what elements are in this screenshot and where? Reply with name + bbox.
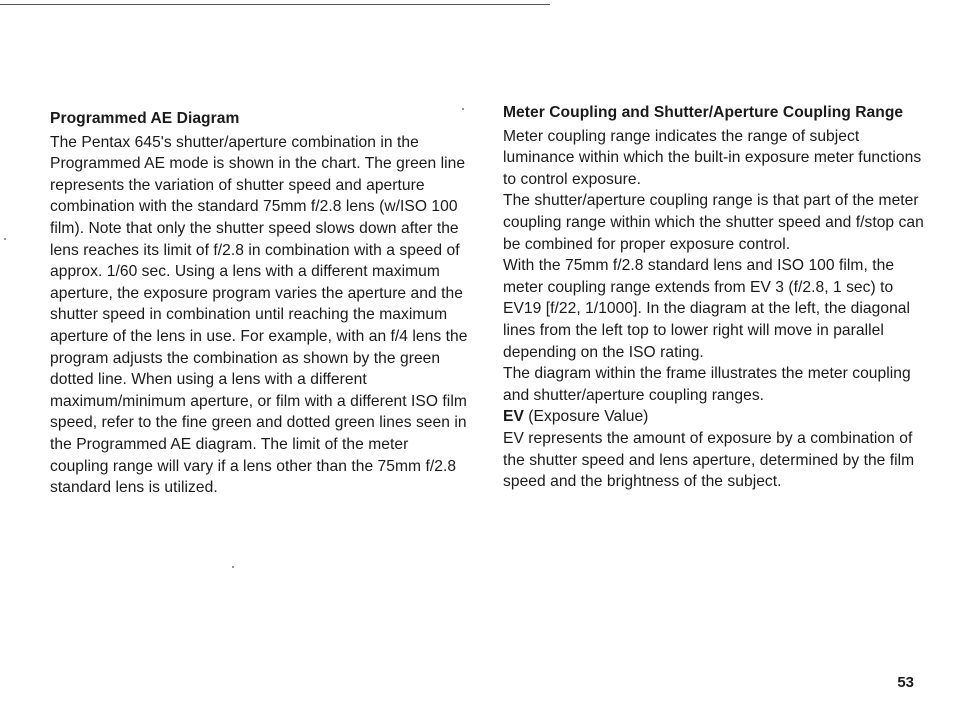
- meter-coupling-para-1: Meter coupling range indicates the range of subject luminance within which the built-in exposure meter functions to control exposure.: [503, 127, 922, 188]
- ev-definition-line: [503, 406, 928, 428]
- ev-explanation: EV represents the amount of exposure by a combination of the shutter speed and lens aperture, determined by the film speed and the brightness of the subject.: [503, 429, 915, 491]
- programmed-ae-body: The Pentax 645's shutter/aperture combination in the Programmed AE mode is shown in the chart. The green line represents the variation of shutter speed and aperture combination with the standard 75mm f/2.8 lens (w/ISO 100 film). Note that only the shutter speed slows down after the lens reaches its limit of f/2.8 in combination with a speed of approx. 1/60 sec. Using a lens with a different maximum aperture, the exposure program varies the aperture and the shutter speed in combination until reaching the maximum aperture of the lens in use. For example, with an f/4 lens the program adjusts the combination as shown by the green dotted line. When using a lens with a different maximum/minimum aperture, or film with a different ISO film speed, refer to the fine green and dotted green lines seen in the Programmed AE diagram. The limit of the meter coupling range will vary if a lens other than the 75mm f/2.8 standard lens is utilized.: [50, 133, 468, 497]
- page-number: 53: [897, 674, 914, 691]
- programmed-ae-heading: Programmed AE Diagram: [50, 110, 240, 127]
- ev-term: EV: [503, 408, 524, 426]
- meter-coupling-para-2: The shutter/aperture coupling range is that part of the meter coupling range within which the shutter speed and f/stop can be combined for proper exposure control.: [503, 192, 924, 253]
- left-column: [50, 108, 470, 499]
- top-rule: [0, 4, 550, 5]
- scan-speck: [232, 566, 234, 568]
- meter-coupling-para-3: With the 75mm f/2.8 standard lens and ISO 100 film, the meter coupling range extends from EV 3 (f/2.8, 1 sec) to EV19 [f/22, 1/1000]. In the diagram at the left, the diagonal lines from the left top to lower right will move in parallel depending on the ISO rating.: [503, 257, 911, 361]
- meter-coupling-para-4: The diagram within the frame illustrates the meter coupling and shutter/aperture coupling ranges.: [503, 365, 911, 404]
- meter-coupling-heading: Meter Coupling and Shutter/Aperture Coupling Range: [503, 104, 904, 121]
- right-column: [503, 102, 928, 493]
- scan-speck: [4, 238, 6, 240]
- ev-definition: (Exposure Value): [528, 408, 649, 426]
